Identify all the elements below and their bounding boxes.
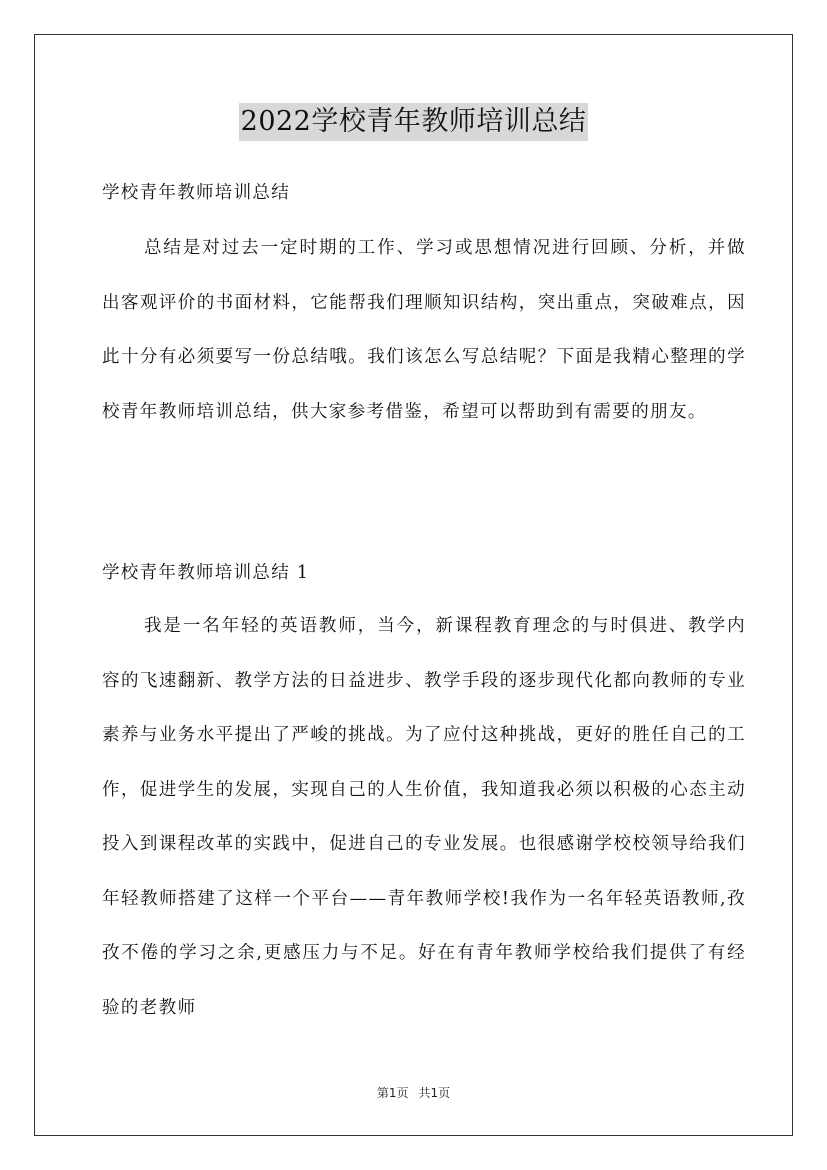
- intro-heading: 学校青年教师培训总结: [102, 183, 290, 203]
- title-container: [0, 103, 827, 141]
- page-footer: [0, 1084, 827, 1101]
- intro-paragraph: 总结是对过去一定时期的工作、学习或思想情况进行回顾、分析，并做出客观评价的书面材料，它能帮我们理顺知识结构，突出重点，突破难点，因此十分有必须要写一份总结哦。我们该怎么写总结呢？下面是我精心整理的学校青年教师培训总结，供大家参考借鉴，希望可以帮助到有需要的朋友。: [102, 238, 746, 422]
- section1-heading: 学校青年教师培训总结 1: [102, 563, 310, 583]
- page-total: 共1页: [418, 1086, 451, 1100]
- page-number: 第1页: [376, 1086, 409, 1100]
- document-title: 2022学校青年教师培训总结: [239, 103, 589, 141]
- section1-paragraph: 我是一名年轻的英语教师，当今，新课程教育理念的与时俱进、教学内容的飞速翻新、教学方法的日益进步、教学手段的逐步现代化都向教师的专业素养与业务水平提出了严峻的挑战。为了应付这种挑战，更好的胜任自己的工作，促进学生的发展，实现自己的人生价值，我知道我必须以积极的心态主动投入到课程改革的实践中，促进自己的专业发展。也很感谢学校校领导给我们年轻教师搭建了这样一个平台——青年教师学校!我作为一名年轻英语教师,孜孜不倦的学习之余,更感压力与不足。好在有青年教师学校给我们提供了有经验的老教师: [102, 616, 746, 1018]
